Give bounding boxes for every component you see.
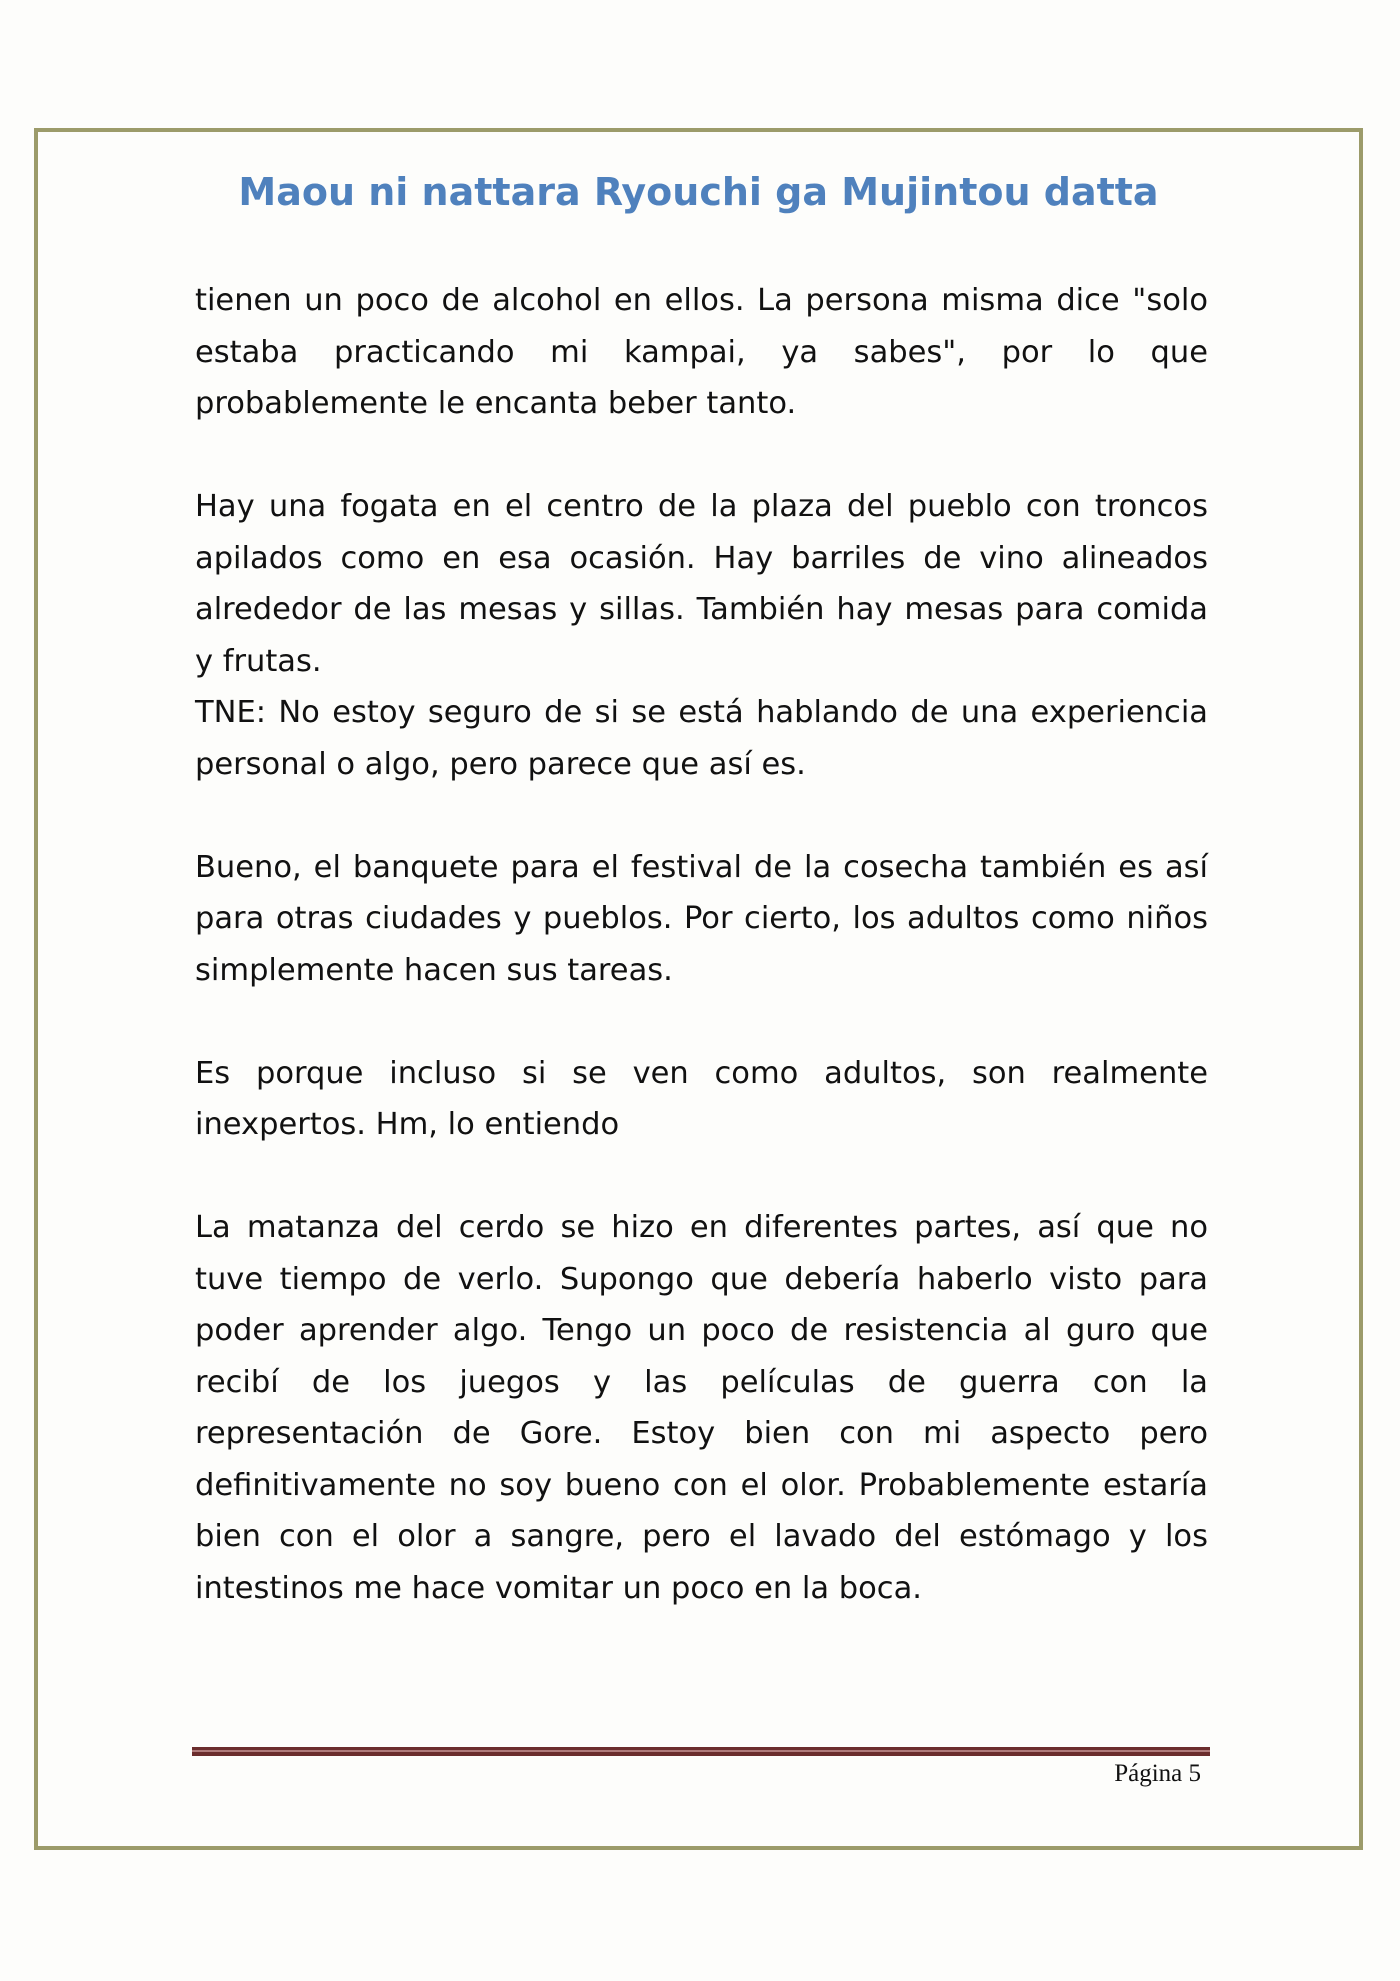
document-body xyxy=(195,275,1208,1666)
paragraph-6: La matanza del cerdo se hizo en diferentes partes, así que no tuve tiempo de verlo. Supongo que debería haberlo visto para poder aprender algo. Tengo un poco de resistencia al guro que recibí de los juegos y las películas de guerra con la representación de Gore. Estoy bien con mi aspecto pero definitivamente no soy bueno con el olor. Probablemente estaría bien con el olor a sangre, pero el lavado del estómago y los intestinos me hace vomitar un poco en la boca. xyxy=(195,1210,1208,1606)
paragraph-4: Bueno, el banquete para el festival de la cosecha también es así para otras ciudades y pueblos. Por cierto, los adultos como niños simplemente hacen sus tareas. xyxy=(195,849,1208,988)
paragraph-2: Hay una fogata en el centro de la plaza del pueblo con troncos apilados como en esa ocasión. Hay barriles de vino alineados alrededor de las mesas y sillas. También hay mesas para comida y frutas. xyxy=(195,489,1208,679)
page-number: Página 5 xyxy=(1114,1760,1201,1787)
document-title: Maou ni nattara Ryouchi ga Mujintou datta xyxy=(238,170,1159,214)
paragraph-3-translator-note: TNE: No estoy seguro de si se está hablando de una experiencia personal o algo, pero parece que así es. xyxy=(195,695,1208,782)
paragraph-5: Es porque incluso si se ven como adultos, son realmente inexpertos. Hm, lo entiendo xyxy=(195,1055,1208,1142)
paragraph-1: tienen un poco de alcohol en ellos. La persona misma dice "solo estaba practicando mi kampai, ya sabes", por lo que probablemente le encanta beber tanto. xyxy=(195,283,1208,421)
page-frame xyxy=(34,128,1363,1850)
footer-divider xyxy=(192,1747,1210,1756)
